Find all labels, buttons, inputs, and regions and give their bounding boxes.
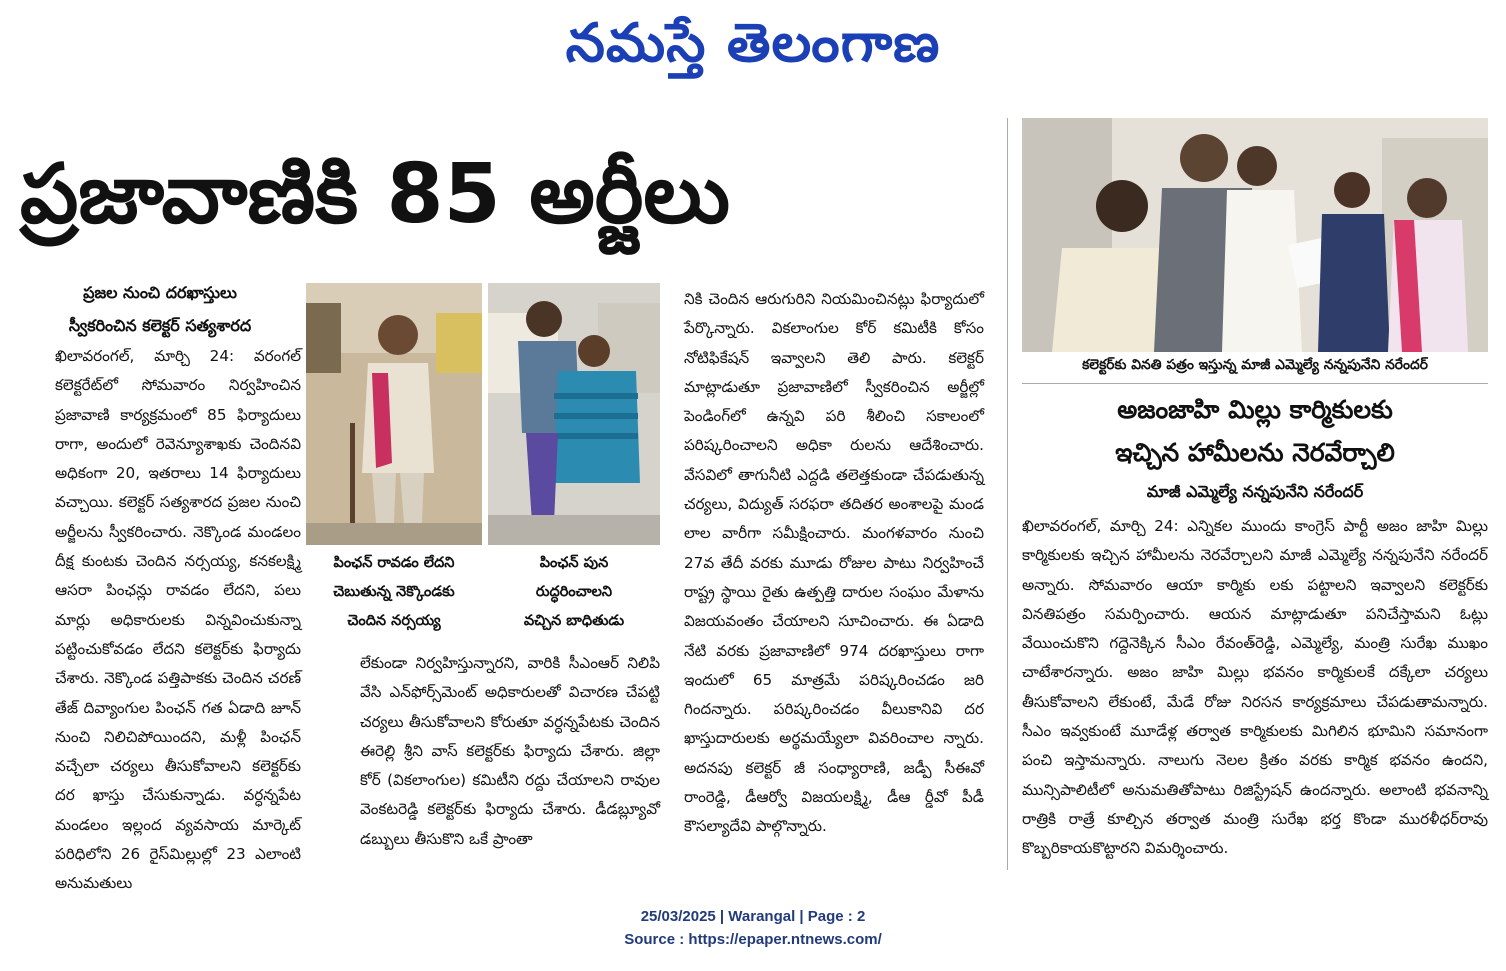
subhead-line-1: ప్రజల నుంచి దరఖాస్తులు [83, 283, 237, 302]
page-footer [0, 905, 1506, 951]
caption-left-line: పింఛన్ రావడం లేదని [333, 555, 455, 571]
article-column-1 [55, 342, 301, 893]
col2-text: లేకుండా నిర్వహిస్తున్నారని, వారికి సీఎంఆర్ నిలిపి వేసి ఎన్‌ఫోర్స్‌మెంట్ అధికారులతో విచారణ చేపట్టి చర్యలు తీసుకోవాలని కోరుతూ వర్ధన్నపేటకు చెందిన ఈరెల్లి శ్రీని వాస్ కలెక్టర్‌కు ఫిర్యాదు చేశారు. జిల్లా కోర్ (వికలాంగుల) కమిటీని రద్దు చేయాలని రావుల వెంకటరెడ్డి కలెక్టర్‌కు ఫిర్యాదు చేశారు. డీడబ్ల్యూవో డబ్బులు తీసుకొని ఒకే ప్రాంతా [360, 654, 660, 848]
photo-caption-left [306, 549, 482, 636]
photo-caption-right [488, 549, 660, 636]
right-body-text: ఖిలావరంగల్, మార్చి 24: ఎన్నికల ముందు కాంగ్రెస్ పార్టీ అజం జాహి మిల్లు కార్మికులకు ఇచ్చిన హామీలను నెరవేర్చాలని మాజీ ఎమ్మెల్యే నన్నపునేని నరేందర్ అన్నారు. సోమవారం ఆయా కార్మికు లకు పట్టాలని ఇవ్వాలని కలెక్టర్‌కు వినతిపత్రం సమర్పించారు. ఆయన మాట్లాడుతూ పనిచేస్తామని ఓట్లు వేయించుకొని గద్దెనెక్కిన సీఎం రేవంత్‌రెడ్డి, ఎమ్మెల్యే, మంత్రి సురేఖ ముఖం చాటేశారన్నారు. అజం జాహి మిల్లు భవనం కార్మికులకే దక్కేలా చర్యలు తీసుకోవాలని లేకుంటే, మేడే రోజు నిరసన కార్యక్రమాలు చేపడుతామన్నారు. సీఎం ఇవ్వకుంటే మూడేళ్ల తర్వాత కార్మికులకు మిగిలిన భూమిని సమానంగా పంచి ఇస్తామన్నారు. నాలుగు నెలల క్రితం వరకు కార్మిక భవనం ఉందని, మున్సిపాలిటీలో అనుమతితోపాటు రిజిస్ట్రేషన్ ఉందన్నారు. అలాంటి భవనాన్ని రాత్రికి రాత్రే కూల్చిన తర్వాత మంత్రి సురేఖ భర్త కొండా మురళీధర్‌రావు కొబ్బరికాయకొట్టారని విమర్శించారు. [1022, 517, 1488, 858]
caption-right-line: వచ్చిన బాధితుడు [523, 613, 625, 629]
col3-text: నికి చెందిన ఆరుగురిని నియమించినట్లు ఫిర్యాదులో పేర్కొన్నారు. వికలాంగుల కోర్ కమిటీకి కోసం నోటిఫికేషన్ ఇవ్వాలని తెలి పారు. కలెక్టర్ మాట్లాడుతూ ప్రజావాణిలో స్వీకరించిన అర్జీల్లో పెండింగ్‌లో ఉన్నవి పరి శీలించి సకాలంలో పరిష్కరించాలని అధికా రులను ఆదేశించారు. వేసవిలో తాగునీటి ఎద్దడి తలెత్తకుండా చేపడుతున్న చర్యలు, విద్యుత్ సరఫరా తదితర అంశాలపై మండ లాల వారీగా సమీక్షించారు. మంగళవారం నుంచి 27వ తేదీ వరకు మూడు రోజుల పాటు నిర్వహించే రాష్ట్ర స్థాయి రైతు ఉత్పత్తి దారుల సంఘం మేళాను విజయవంతం చేయాలని సూచించారు. ఈ ఏడాది నేటి వరకు ప్రజావాణిలో 974 దరఖాస్తులు రాగా ఇందులో 65 మాత్రమే పరిష్కరించడం జరి గిందన్నారు. పరిష్కరించడం వీలుకానివి దర ఖాస్తుదారులకు అర్థమయ్యేలా వివరించాల న్నారు. అదనపు కలెక్టర్ జీ సంధ్యారాణి, జడ్పీ సీఈవో రాంరెడ్డి, డీఆర్వో విజయలక్ష్మి, డీఆ ర్డీవో పీడీ కౌసల్యాదేవి పాల్గొన్నారు. [684, 290, 984, 836]
article-column-3 [684, 285, 984, 871]
right-photo-caption: కలెక్టర్‌కు వినతి పత్రం ఇస్తున్న మాజీ ఎమ్మెల్యే నన్నపునేని నరేందర్ [1082, 357, 1428, 373]
photo-man-carrying-child [488, 283, 660, 545]
caption-left-line: చెబుతున్న నెక్కొండకు [333, 584, 455, 600]
column-divider [1007, 118, 1008, 870]
footer-edition-info: 25/03/2025 | Warangal | Page : 2 [640, 908, 866, 925]
right-headline-line-2: ఇచ్చిన హామీలను నెరవేర్చాలి [1115, 438, 1395, 467]
photo-petition-handover [1022, 118, 1488, 352]
photo-elderly-man [306, 283, 482, 545]
caption-right-line: పింఛన్ పున [539, 555, 609, 571]
masthead-title: నమస్తే తెలంగాణ [565, 12, 941, 75]
footer-source-link[interactable]: Source : https://epaper.ntnews.com/ [624, 931, 882, 948]
caption-right-line: రుద్ధరించాలని [535, 584, 613, 600]
subhead-line-2: స్వీకరించిన కలెక్టర్ సత్యశారద [68, 316, 252, 335]
col1-text: ఖిలావరంగల్, మార్చి 24: వరంగల్ కలెక్టరేట్‌లో సోమవారం నిర్వహించిన ప్రజావాణి కార్యక్రమంలో 85 ఫిర్యాదులు రాగా, అందులో రెవెన్యూశాఖకు చెందినవి అధికంగా 20, ఇతరాలు 14 ఫిర్యాదులు వచ్చాయి. కలెక్టర్ సత్యశారద ప్రజల నుంచి అర్జీలను స్వీకరించారు. నెక్కొండ మండలం దీక్ష కుంటకు చెందిన నర్సయ్య, కనకలక్ష్మి ఆసరా పింఛన్లు రావడం లేదని, పలు మార్లు అధికారులకు విన్నవించుకున్నా పట్టించుకోవడం లేదని కలెక్టర్‌కు ఫిర్యాదు చేశారు. నెక్కొండ పత్తిపాకకు చెందిన చరణ్ తేజ్ దివ్యాంగుల పింఛన్ గత ఏడాది జూన్ నుంచి నిలిచిపోయిందని, మళ్లీ పింఛన్ వచ్చేలా చర్యలు తీసుకోవాలని కలెక్టర్‌కు దర ఖాస్తు చేసుకున్నాడు. వర్ధన్నపేట మండలం ఇల్లంద వ్యవసాయ మార్కెట్ పరిధిలోని 26 రైస్‌మిల్లుల్లో 23 ఎలాంటి అనుమతులు [55, 347, 301, 893]
masthead [0, 0, 1506, 88]
right-article-body [1022, 512, 1488, 872]
article-column-2 [360, 649, 660, 871]
right-rule [1022, 383, 1488, 384]
right-headline [1022, 388, 1488, 474]
right-byline: మాజీ ఎమ్మెల్యే నన్నపునేని నరేందర్ [1146, 482, 1364, 501]
headline: ప్రజావాణికి 85 అర్జీలు [20, 147, 730, 242]
caption-left-line: చెందిన నర్సయ్య [347, 613, 441, 629]
right-headline-line-1: అజంజాహి మిల్లు కార్మికులకు [1117, 395, 1393, 424]
